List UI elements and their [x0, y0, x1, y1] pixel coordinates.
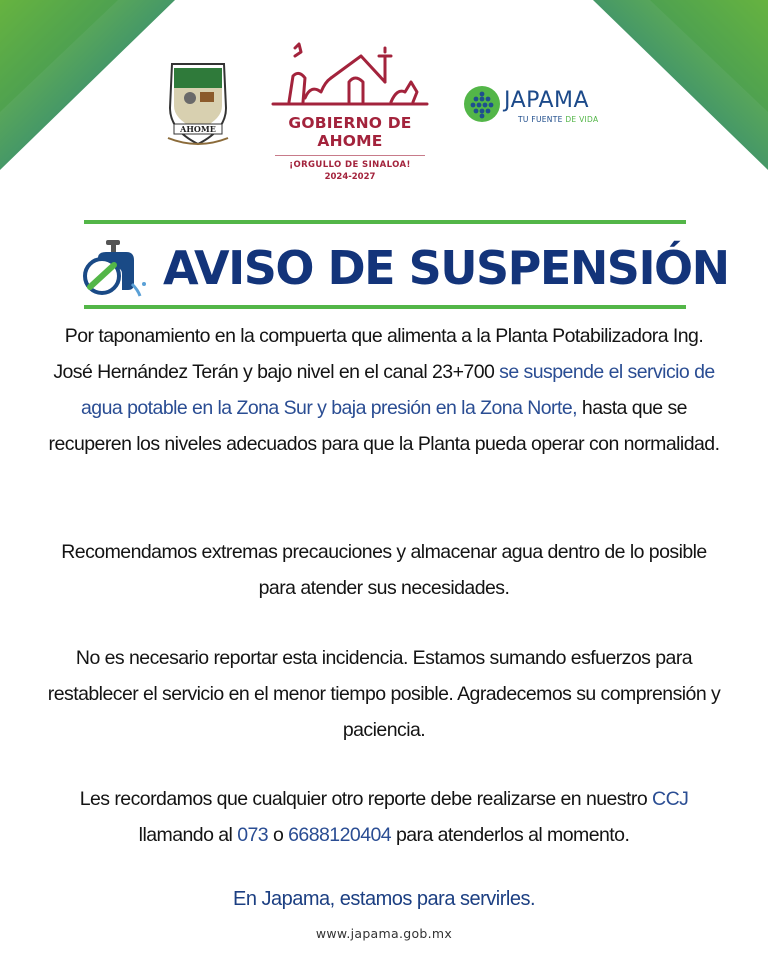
- banner-top-rule: [84, 220, 686, 224]
- website-url: www.japama.gob.mx: [315, 926, 453, 941]
- ccj-label: CCJ: [652, 788, 689, 810]
- japama-name: JAPAMA: [504, 88, 590, 113]
- japama-drop-icon: [462, 84, 502, 124]
- phone-073: 073: [237, 824, 269, 846]
- header-logos: [0, 40, 768, 180]
- banner-bottom-rule: [84, 305, 686, 309]
- ahome-logo-text: AHOME: [180, 124, 216, 134]
- suspension-highlight: se suspende el servicio de agua potable en la Zona Sur y baja presión en la Zona Norte,: [81, 361, 715, 419]
- japama-tagline: TU FUENTE DE VIDA: [518, 115, 599, 124]
- notice-paragraph-4: Les recordamos que cualquier otro reporte debe realizarse en nuestro CCJ llamando al 073 o 6688120404 para atenderlos al momento.: [79, 788, 689, 846]
- notice-paragraph-2: Recomendamos extremas precauciones y almacenar agua dentro de lo posible para atender sus necesidades.: [61, 541, 707, 599]
- phone-6688120404: 6688120404: [288, 824, 392, 846]
- notice-paragraph-1: Por taponamiento en la compuerta que alimenta a la Planta Potabilizadora Ing. José Hernández Terán y bajo nivel en el canal 23+700 se suspende el servicio de agua potable en la Zona Sur y baja presión en la Zona Norte, hasta que se recuperen los niveles adecuados para que la Planta pueda operar con normalidad.: [48, 325, 720, 455]
- gobierno-motto: ¡ORGULLO DE SINALOA!: [289, 160, 411, 170]
- divider: [275, 155, 425, 156]
- gobierno-skyline-icon: [265, 42, 435, 112]
- notice-paragraph-3: No es necesario reportar esta incidencia. Estamos sumando esfuerzos para restablecer el servicio en el menor tiempo posible. Agradecemos su comprensión y paciencia.: [47, 647, 721, 741]
- gobierno-title: GOBIERNO DE AHOME: [288, 114, 412, 150]
- closing-message: En Japama, estamos para servirles.: [232, 888, 536, 910]
- notice-title: AVISO DE SUSPENSIÓN: [163, 241, 729, 295]
- gobierno-years: 2024-2027: [324, 172, 376, 182]
- water-faucet-no-icon: [82, 234, 154, 300]
- ahome-shield-logo: [160, 58, 236, 150]
- japama-logo: [462, 82, 612, 126]
- gobierno-ahome-logo: [255, 42, 445, 182]
